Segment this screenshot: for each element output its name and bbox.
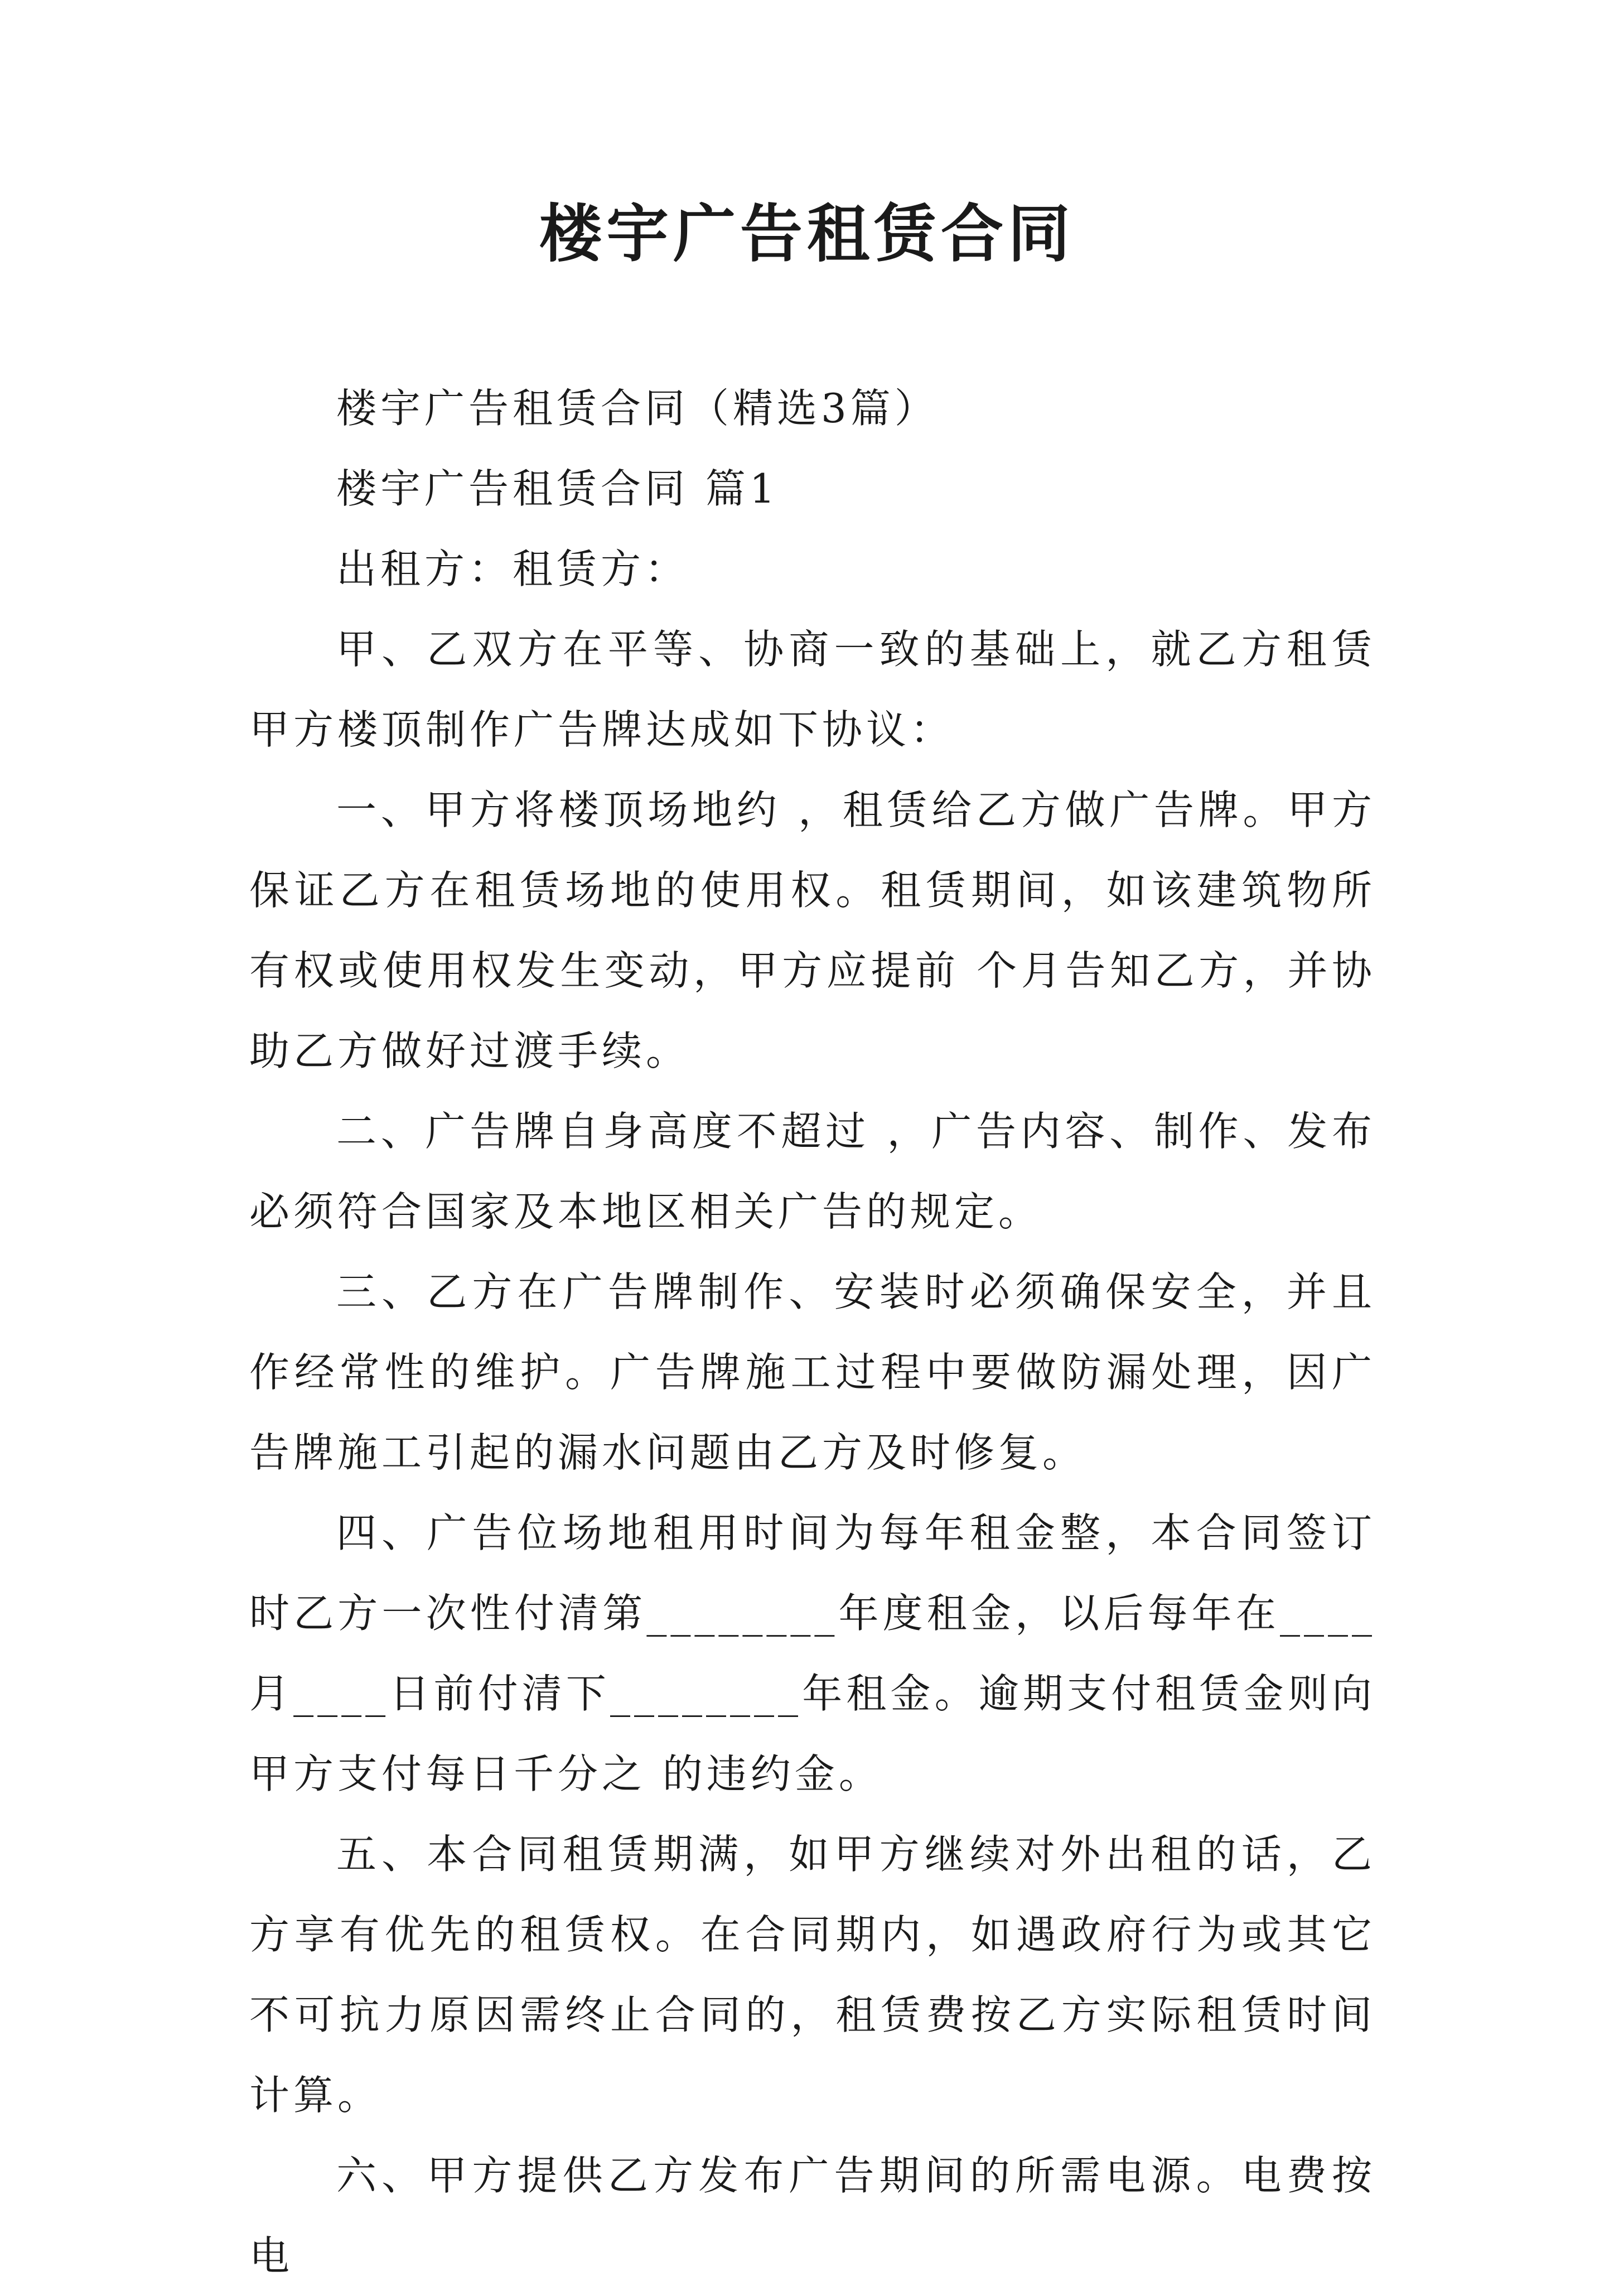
document-body: [249, 368, 1376, 2296]
paragraph-clause-4: 四、广告位场地租用时间为每年租金整，本合同签订时乙方一次性付清第________年度租金，以后每年在____月____日前付清下________年租金。逾期支付租赁金则向甲方支付每日千分之 的违约金。: [249, 1509, 1376, 1797]
paragraph-clause-1: 一、甲方将楼顶场地约 ，租赁给乙方做广告牌。甲方保证乙方在租赁场地的使用权。租赁期间，如该建筑物所有权或使用权发生变动，甲方应提前 个月告知乙方，并协助乙方做好过渡手续。: [249, 787, 1376, 1074]
paragraph-subtitle: 楼宇广告租赁合同（精选3篇）: [336, 385, 939, 432]
paragraph-clause-6: 六、甲方提供乙方发布广告期间的所需电源。电费按电: [249, 2152, 1376, 2279]
paragraph-clause-3: 三、乙方在广告牌制作、安装时必须确保安全，并且作经常性的维护。广告牌施工过程中要做防漏处理，因广告牌施工引起的漏水问题由乙方及时修复。: [249, 1268, 1376, 1476]
paragraph-preamble: 甲、乙双方在平等、协商一致的基础上，就乙方租赁甲方楼顶制作广告牌达成如下协议：: [249, 626, 1376, 753]
document-title: 楼宇广告租赁合同: [539, 197, 1075, 271]
paragraph-parties: 出租方：租赁方：: [336, 546, 689, 592]
paragraph-clause-5: 五、本合同租赁期满，如甲方继续对外出租的话，乙方享有优先的租赁权。在合同期内，如遇政府行为或其它不可抗力原因需终止合同的，租赁费按乙方实际租赁时间计算。: [249, 1831, 1376, 2119]
paragraph-section-heading: 楼宇广告租赁合同 篇1: [336, 465, 779, 512]
paragraph-clause-2: 二、广告牌自身高度不超过 ，广告内容、制作、发布必须符合国家及本地区相关广告的规定。: [249, 1108, 1376, 1235]
